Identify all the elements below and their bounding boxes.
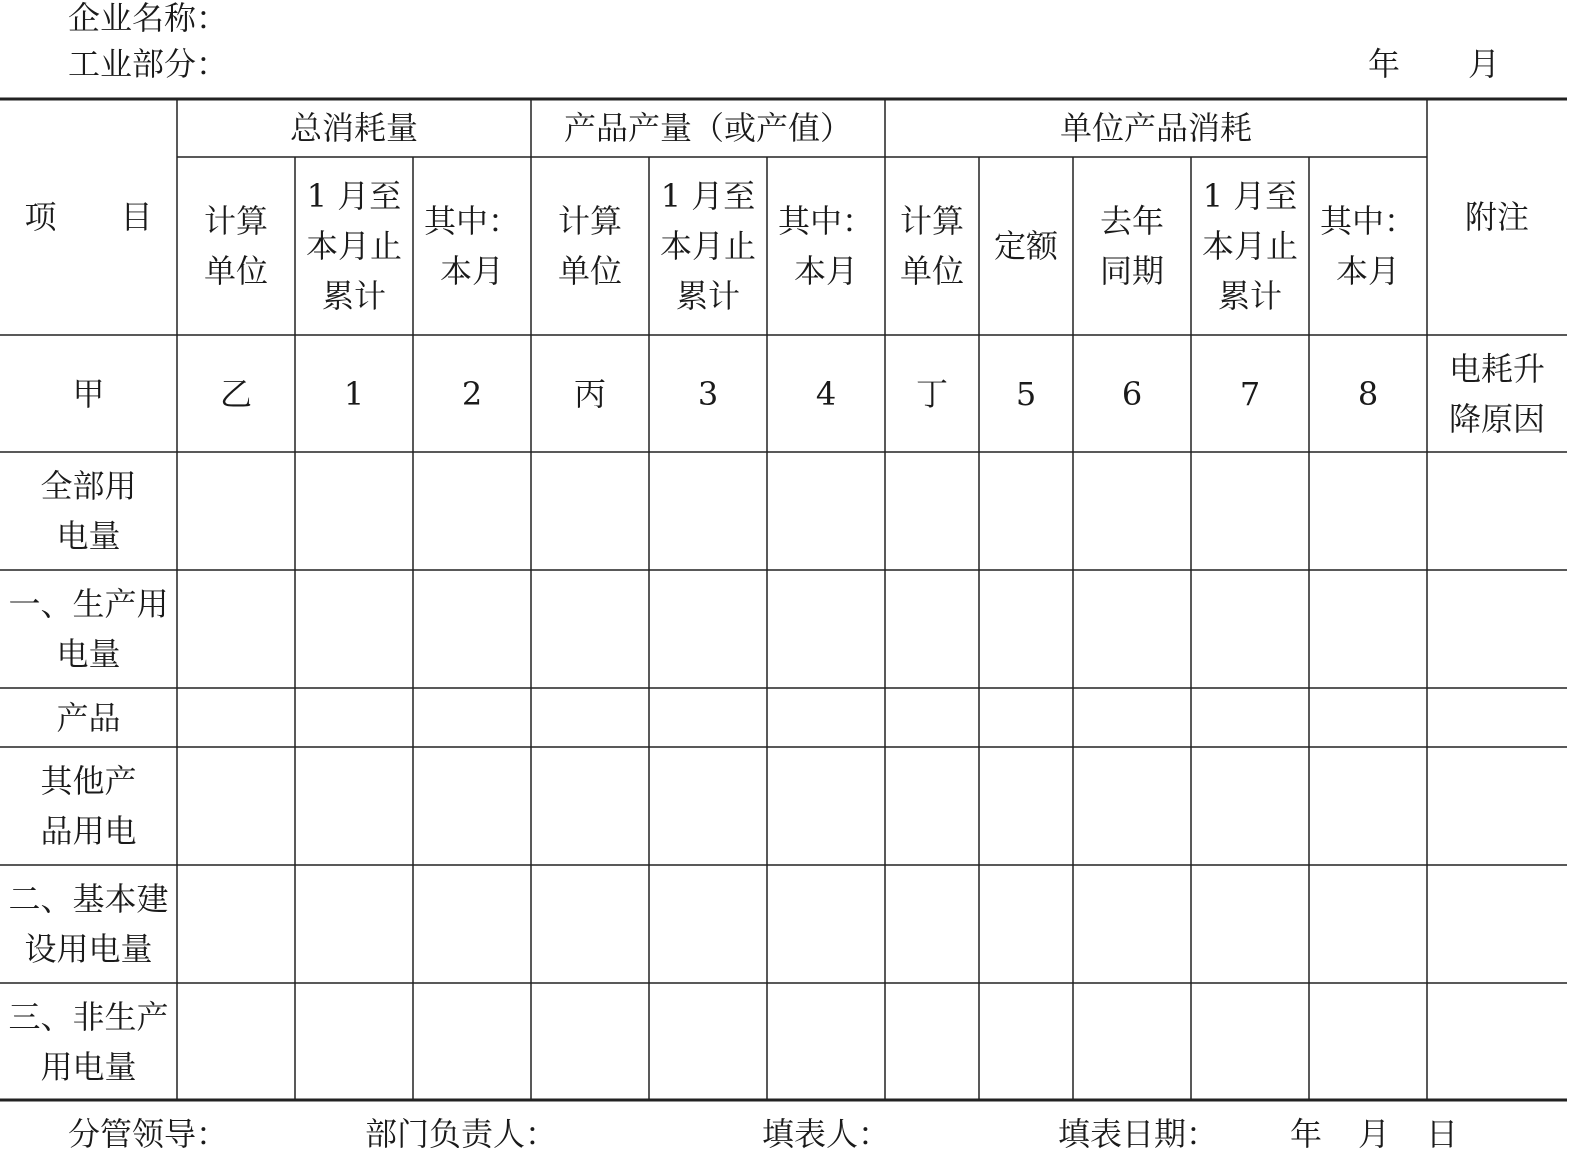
table-data-cell — [177, 983, 295, 1100]
table-data-cell — [295, 865, 413, 983]
subheader-unitc-last-year: 去年 同期 — [1099, 202, 1164, 290]
subheader-unitc-month: 其中： 本月 — [1319, 202, 1416, 290]
table-data-cell — [413, 688, 531, 747]
table-data-cell — [979, 865, 1073, 983]
table-data-cell — [1073, 570, 1191, 688]
table-data-cell — [649, 747, 767, 865]
table-data-cell — [413, 570, 531, 688]
footer-leader-label: 分管领导： — [68, 1115, 229, 1153]
code-row-cell: 7 — [1239, 374, 1261, 413]
table-data-cell — [885, 747, 979, 865]
code-row-cell: 丁 — [915, 374, 948, 413]
footer-fill-date-label: 填表日期： — [1058, 1115, 1219, 1153]
table-data-cell — [1309, 570, 1427, 688]
table-data-cell — [413, 983, 531, 1100]
table-data-cell — [649, 570, 767, 688]
subheader-total-month: 其中： 本月 — [423, 202, 520, 290]
table-data-cell — [885, 688, 979, 747]
table-data-cell — [1427, 570, 1567, 688]
table-data-cell — [1309, 688, 1427, 747]
table-data-cell — [177, 570, 295, 688]
code-row-cell: 乙 — [219, 374, 252, 413]
table-data-cell — [1073, 865, 1191, 983]
table-data-cell — [177, 688, 295, 747]
table-data-cell — [1427, 452, 1567, 570]
code-row-cell: 电耗升 降原因 — [1448, 349, 1545, 438]
table-data-cell — [413, 865, 531, 983]
table-data-cell — [295, 452, 413, 570]
group-header-total-consumption: 总消耗量 — [289, 109, 418, 147]
table-data-cell — [1073, 747, 1191, 865]
table-data-cell — [531, 983, 649, 1100]
subheader-total-cumulative: 1 月至 本月止 累计 — [305, 177, 402, 315]
subheader-unitc-unit: 计算 单位 — [899, 202, 964, 290]
group-header-unit-consumption: 单位产品消耗 — [1059, 109, 1252, 147]
table-data-cell — [767, 865, 885, 983]
table-data-cell — [979, 688, 1073, 747]
subheader-unitc-quota: 定额 — [993, 227, 1058, 265]
table-data-cell — [767, 570, 885, 688]
footer-day-label: 日 — [1426, 1115, 1459, 1153]
table-data-cell — [1073, 452, 1191, 570]
table-data-cell — [979, 983, 1073, 1100]
table-data-cell — [1191, 452, 1309, 570]
table-data-cell — [1309, 452, 1427, 570]
table-data-cell — [885, 570, 979, 688]
code-row-cell: 4 — [815, 374, 837, 413]
subheader-output-cumulative: 1 月至 本月止 累计 — [659, 177, 756, 315]
footer-dept-head-label: 部门负责人： — [365, 1115, 558, 1153]
table-data-cell — [767, 688, 885, 747]
table-data-cell — [1073, 983, 1191, 1100]
code-row-cell: 3 — [697, 374, 719, 413]
table-data-cell — [649, 452, 767, 570]
code-row-cell: 5 — [1015, 374, 1037, 413]
table-data-cell — [1073, 688, 1191, 747]
table-data-cell — [531, 747, 649, 865]
table-data-cell — [295, 570, 413, 688]
table-data-cell — [979, 570, 1073, 688]
company-name-label: 企业名称： — [68, 0, 229, 37]
table-data-cell — [767, 452, 885, 570]
table-data-cell — [979, 452, 1073, 570]
table-data-cell — [1191, 747, 1309, 865]
table-data-cell — [649, 865, 767, 983]
header-year-label: 年 — [1368, 45, 1401, 83]
table-data-cell — [531, 865, 649, 983]
table-data-cell — [1191, 688, 1309, 747]
subheader-output-month: 其中： 本月 — [777, 202, 874, 290]
table-data-cell — [295, 983, 413, 1100]
code-row-cell: 甲 — [72, 374, 105, 413]
group-header-product-output: 产品产量（或产值） — [563, 109, 852, 147]
footer-month-label: 月 — [1358, 1115, 1391, 1153]
table-data-cell — [177, 747, 295, 865]
table-data-cell — [979, 747, 1073, 865]
table-data-cell — [177, 865, 295, 983]
row-label: 二、基本建 设用电量 — [8, 880, 169, 968]
table-data-cell — [649, 688, 767, 747]
item-column-header: 项 目 — [24, 198, 153, 236]
code-row-cell: 6 — [1121, 374, 1143, 413]
code-row-cell: 2 — [461, 374, 483, 413]
table-data-cell — [1427, 688, 1567, 747]
table-data-cell — [885, 983, 979, 1100]
table-data-cell — [885, 452, 979, 570]
subheader-total-unit: 计算 单位 — [203, 202, 268, 290]
row-label: 其他产 品用电 — [40, 762, 137, 850]
table-data-cell — [413, 452, 531, 570]
table-data-cell — [295, 688, 413, 747]
table-data-cell — [1191, 570, 1309, 688]
table-data-cell — [649, 983, 767, 1100]
table-data-cell — [413, 747, 531, 865]
row-label: 三、非生产 用电量 — [8, 997, 169, 1086]
table-data-cell — [1309, 865, 1427, 983]
subheader-output-unit: 计算 单位 — [557, 202, 622, 290]
table-data-cell — [767, 747, 885, 865]
code-row-cell: 1 — [343, 374, 365, 413]
remarks-column-header: 附注 — [1464, 198, 1529, 236]
table-data-cell — [885, 865, 979, 983]
footer-filler-label: 填表人： — [762, 1115, 891, 1153]
row-label: 一、生产用 电量 — [8, 585, 169, 673]
table-data-cell — [767, 983, 885, 1100]
table-data-cell — [1427, 865, 1567, 983]
table-data-cell — [295, 747, 413, 865]
table-data-cell — [1191, 983, 1309, 1100]
header-month-label: 月 — [1468, 45, 1501, 83]
table-data-cell — [531, 570, 649, 688]
subheader-unitc-cumulative: 1 月至 本月止 累计 — [1201, 177, 1298, 315]
department-label: 工业部分： — [68, 45, 229, 83]
table-data-cell — [531, 688, 649, 747]
table-data-cell — [1191, 865, 1309, 983]
code-row-cell: 8 — [1357, 374, 1379, 413]
footer-year-label: 年 — [1290, 1115, 1323, 1153]
table-data-cell — [1309, 983, 1427, 1100]
table-data-cell — [1427, 983, 1567, 1100]
row-label: 全部用 电量 — [40, 467, 137, 555]
table-data-cell — [177, 452, 295, 570]
code-row-cell: 丙 — [573, 374, 606, 413]
table-data-cell — [531, 452, 649, 570]
table-data-cell — [1309, 747, 1427, 865]
row-label: 产品 — [56, 698, 121, 737]
table-data-cell — [1427, 747, 1567, 865]
